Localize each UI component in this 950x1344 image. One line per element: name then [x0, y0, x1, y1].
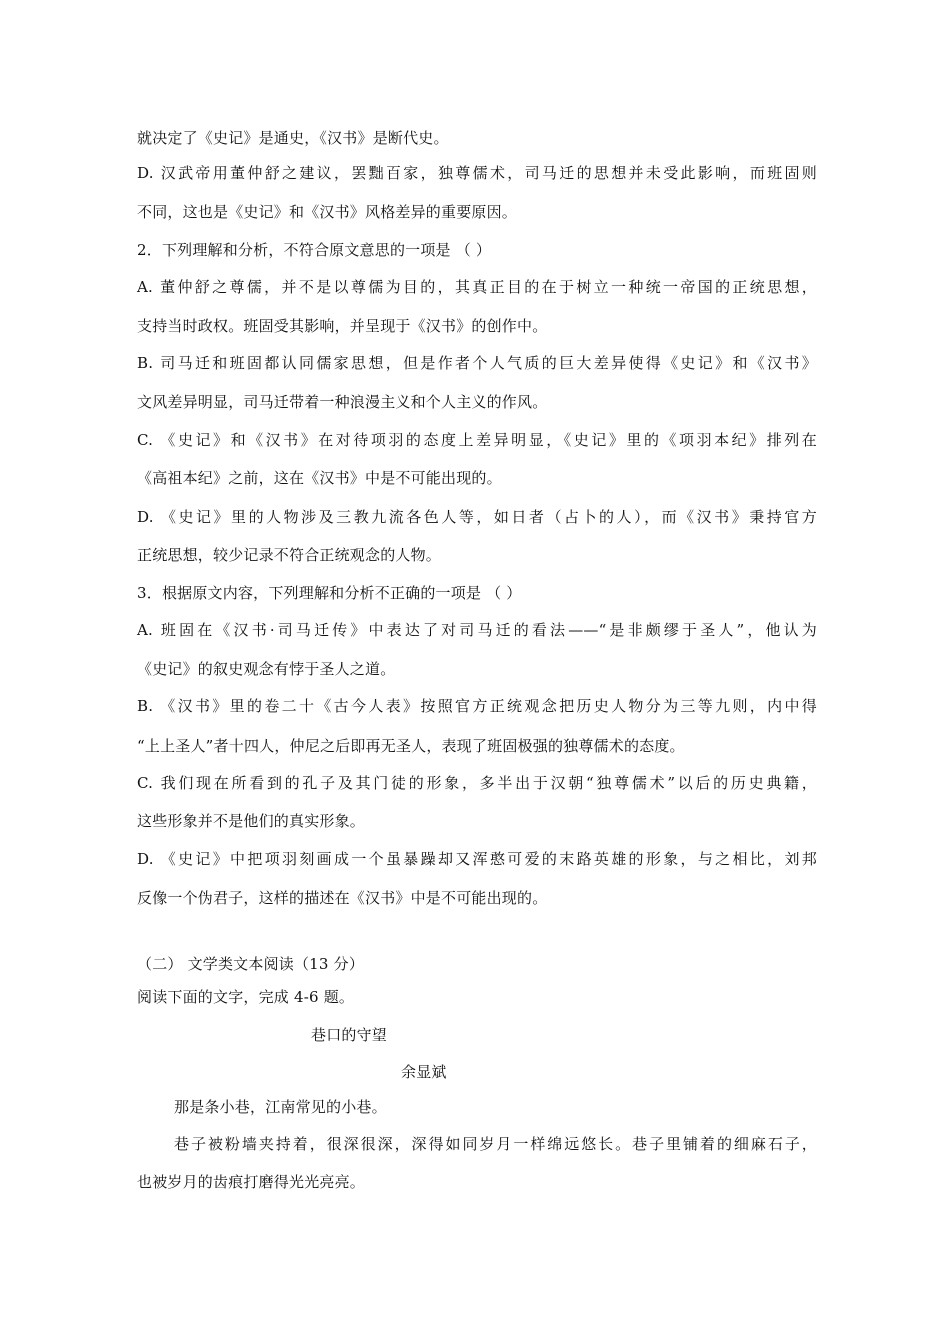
story-paragraph: 那是条小巷，江南常见的小巷。 — [174, 1098, 387, 1116]
story-author: 余显斌 — [401, 1063, 447, 1081]
option-d: D. 《史记》里的人物涉及三教九流各色人等，如日者（占卜的人），而《汉书》秉持官方 — [137, 508, 817, 526]
text-line: 就决定了《史记》是通史，《汉书》是断代史。 — [137, 129, 449, 147]
text-line: 正统思想，较少记录不符合正统观念的人物。 — [137, 546, 442, 564]
text-line: 也被岁月的齿痕打磨得光光亮亮。 — [137, 1173, 366, 1191]
option-b: B. 《汉书》里的卷二十《古今人表》按照官方正统观念把历史人物分为三等九则，内中得 — [137, 697, 817, 715]
option-b: B. 司马迁和班固都认同儒家思想，但是作者个人气质的巨大差异使得《史记》和《汉书》 — [137, 354, 817, 372]
text-line: 《史记》的叙史观念有悖于圣人之道。 — [137, 660, 396, 678]
text-line: “上上圣人”者十四人，仲尼之后即再无圣人，表现了班固极强的独尊儒术的态度。 — [137, 737, 685, 755]
text-line: 这些形象并不是他们的真实形象。 — [137, 812, 366, 830]
text-line: D. 汉武帝用董仲舒之建议，罢黜百家，独尊儒术，司马迁的思想并未受此影响，而班固则 — [137, 164, 817, 182]
option-c: C. 《史记》和《汉书》在对待项羽的态度上差异明显，《史记》里的《项羽本纪》排列在 — [137, 431, 817, 449]
story-paragraph: 巷子被粉墙夹持着，很深很深，深得如同岁月一样绵远悠长。巷子里铺着的细麻石子， — [174, 1135, 817, 1153]
story-title: 巷口的守望 — [311, 1026, 388, 1044]
question-2-stem: 2．下列理解和分析，不符合原文意思的一项是 （ ） — [137, 241, 492, 259]
option-a: A. 董仲舒之尊儒，并不是以尊儒为目的，其真正目的在于树立一种统一帝国的正统思想， — [137, 278, 817, 296]
option-a: A. 班固在《汉书·司马迁传》中表达了对司马迁的看法——“是非颇缪于圣人”，他认为 — [137, 621, 817, 639]
text-line: 支持当时政权。班固受其影响，并呈现于《汉书》的创作中。 — [137, 317, 548, 335]
option-d: D. 《史记》中把项羽刻画成一个虽暴躁却又浑憨可爱的末路英雄的形象，与之相比，刘邦 — [137, 850, 817, 868]
option-c: C. 我们现在所看到的孔子及其门徒的形象，多半出于汉朝“独尊儒术”以后的历史典籍， — [137, 774, 817, 792]
text-line: 文风差异明显，司马迁带着一种浪漫主义和个人主义的作风。 — [137, 393, 548, 411]
text-line: 反像一个伪君子，这样的描述在《汉书》中是不可能出现的。 — [137, 889, 548, 907]
text-line: 不同，这也是《史记》和《汉书》风格差异的重要原因。 — [137, 203, 518, 221]
instruction: 阅读下面的文字，完成 4-6 题。 — [137, 988, 355, 1006]
question-3-stem: 3．根据原文内容，下列理解和分析不正确的一项是 （ ） — [137, 584, 522, 602]
section-heading: （二） 文学类文本阅读（13 分） — [137, 955, 365, 973]
text-line: 《高祖本纪》之前，这在《汉书》中是不可能出现的。 — [137, 469, 502, 487]
